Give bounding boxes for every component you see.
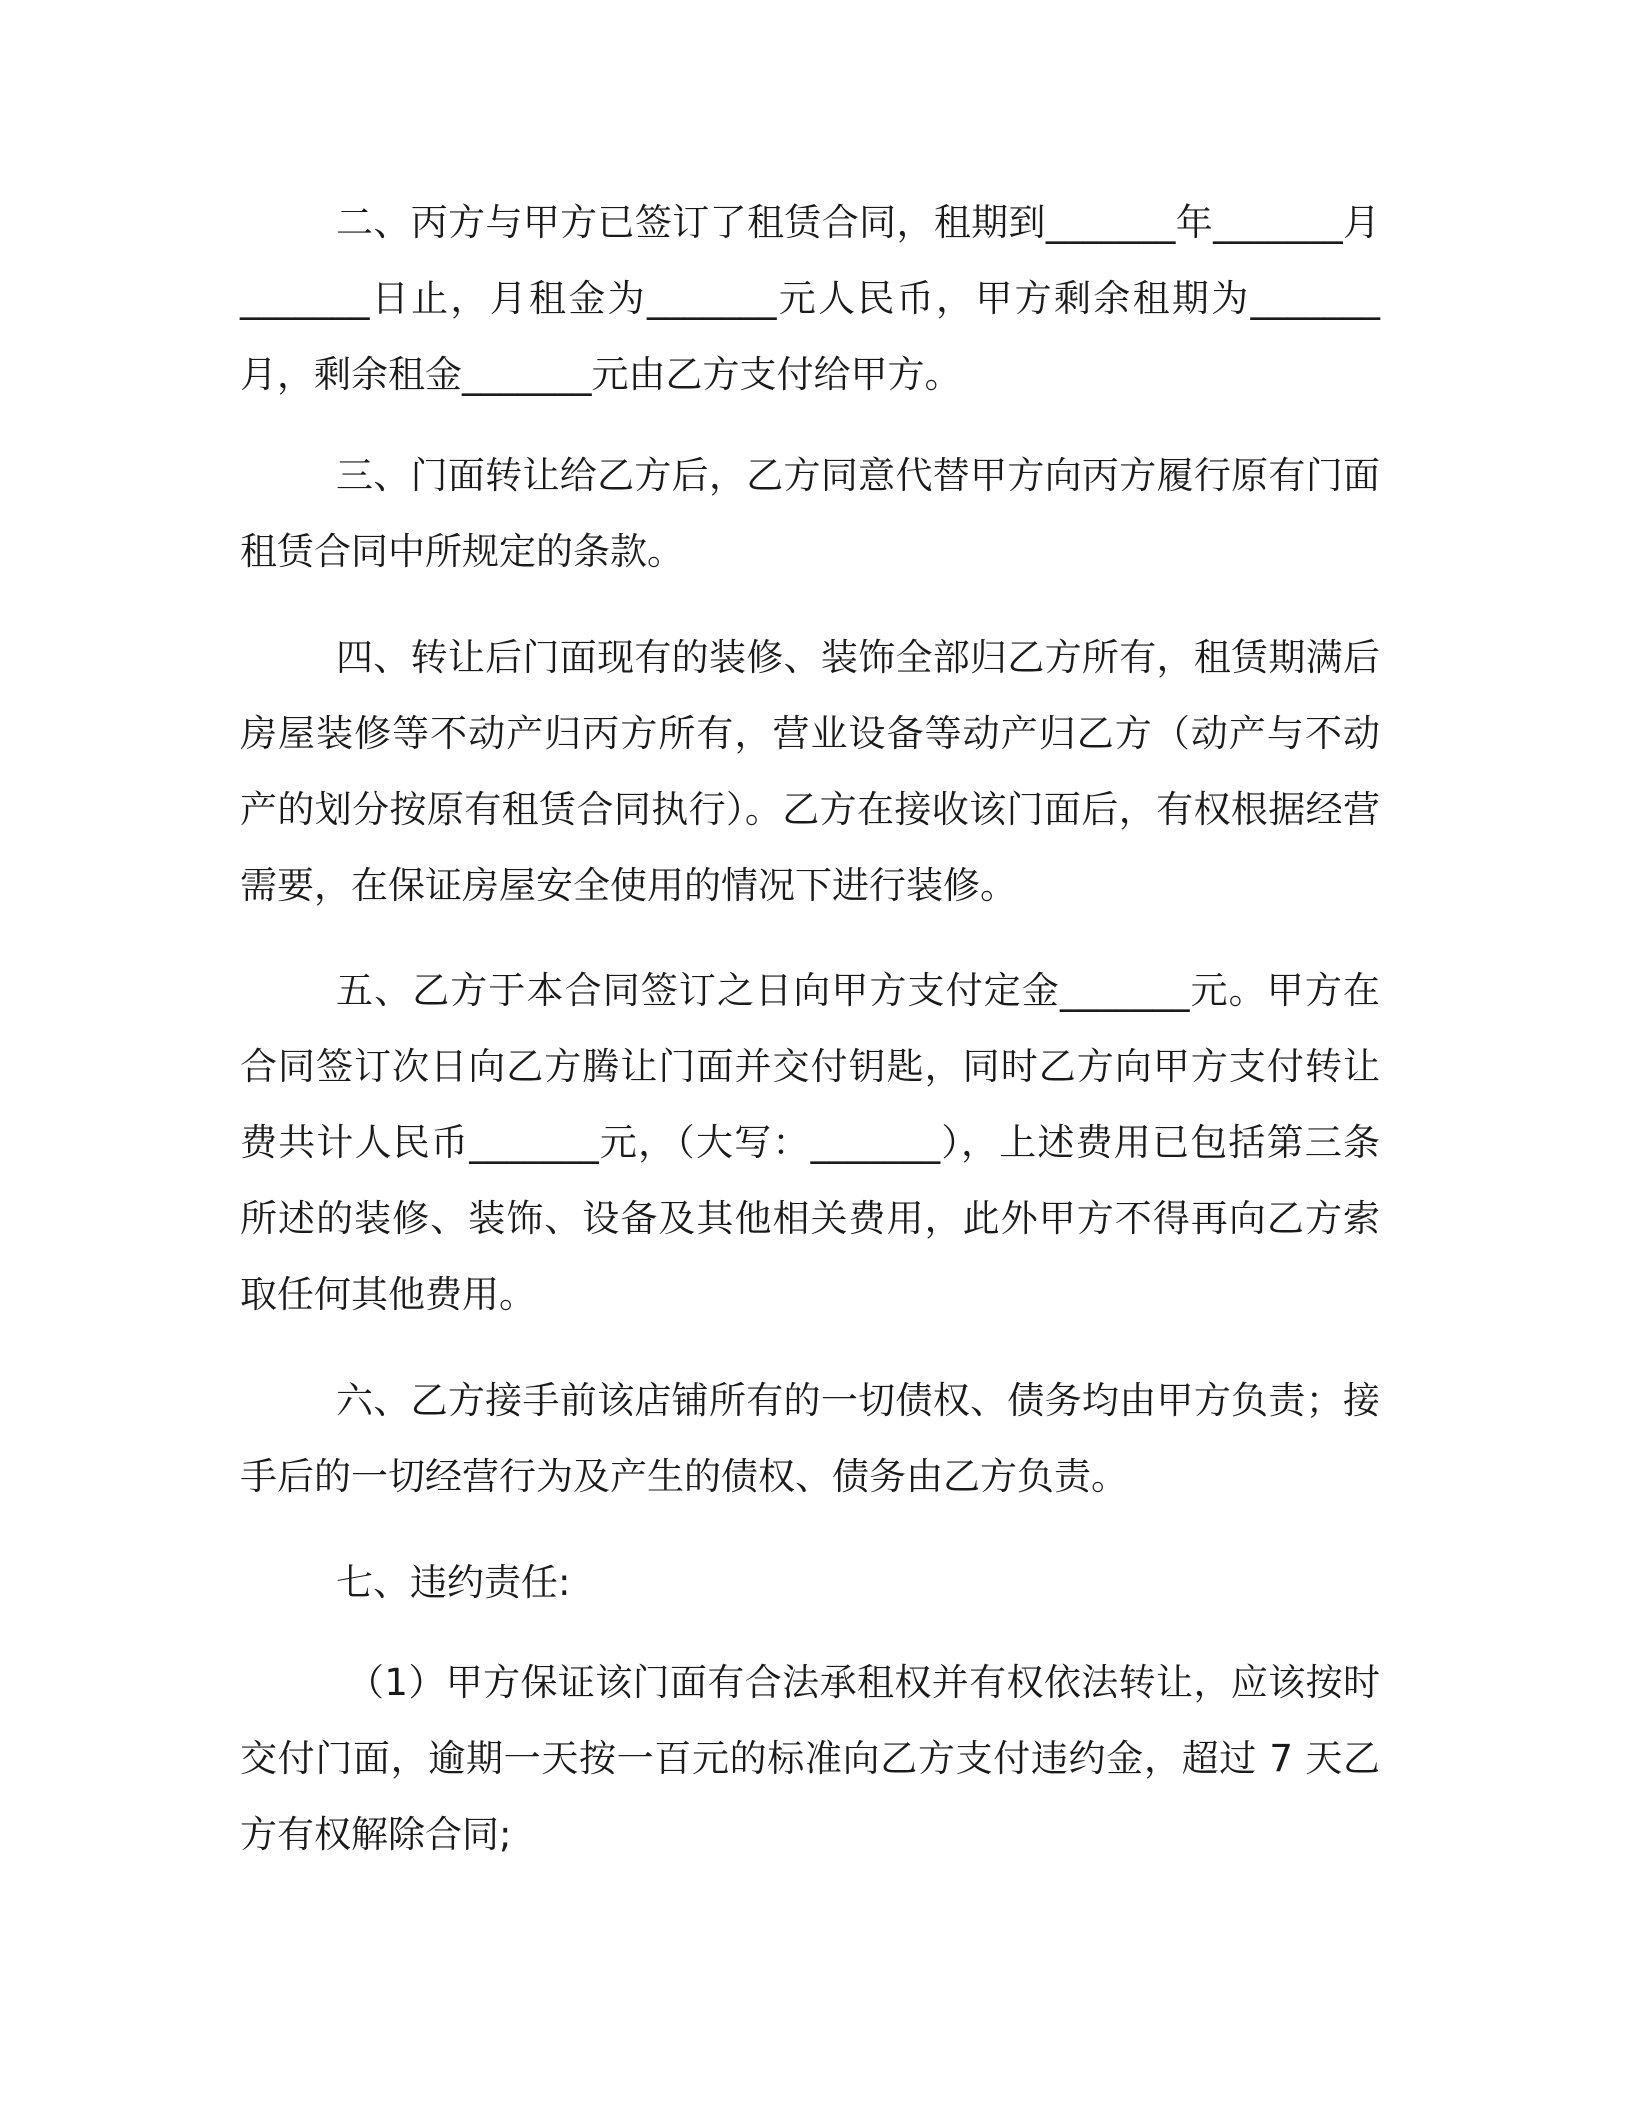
clause-7-item-1: （1）甲方保证该门面有合法承租权并有权依法转让，应该按时交付门面，逾期一天按一百元的标准向乙方支付违约金，超过 7 天乙方有权解除合同; [240, 1661, 1380, 1856]
clause-7-heading: 七、违约责任: [336, 1561, 571, 1604]
clause-5-paragraph: 五、乙方于本合同签订之日向甲方支付定金_______元。甲方在合同签订次日向乙方腾让门面并交付钥匙，同时乙方向甲方支付转让费共计人民币_______元，（大写：_______），上述费用已包括第三条所述的装修、装饰、设备及其他相关费用，此外甲方不得再向乙方索取任何其他费用。 [240, 969, 1380, 1316]
clause-6-paragraph: 六、乙方接手前该店铺所有的一切债权、债务均由甲方负责；接手后的一切经营行为及产生的债权、债务由乙方负责。 [240, 1379, 1380, 1498]
clause-2-paragraph: 二、丙方与甲方已签订了租赁合同，租期到_______年_______月_______日止，月租金为_______元人民币，甲方剩余租期为_______月，剩余租金_______元由乙方支付给甲方。 [240, 201, 1380, 396]
clause-4-paragraph: 四、转让后门面现有的装修、装饰全部归乙方所有，租赁期满后房屋装修等不动产归丙方所有，营业设备等动产归乙方（动产与不动产的划分按原有租赁合同执行）。乙方在接收该门面后，有权根据经营需要，在保证房屋安全使用的情况下进行装修。 [240, 636, 1380, 907]
clause-3-paragraph: 三、门面转让给乙方后，乙方同意代替甲方向丙方履行原有门面租赁合同中所规定的条款。 [240, 454, 1380, 573]
